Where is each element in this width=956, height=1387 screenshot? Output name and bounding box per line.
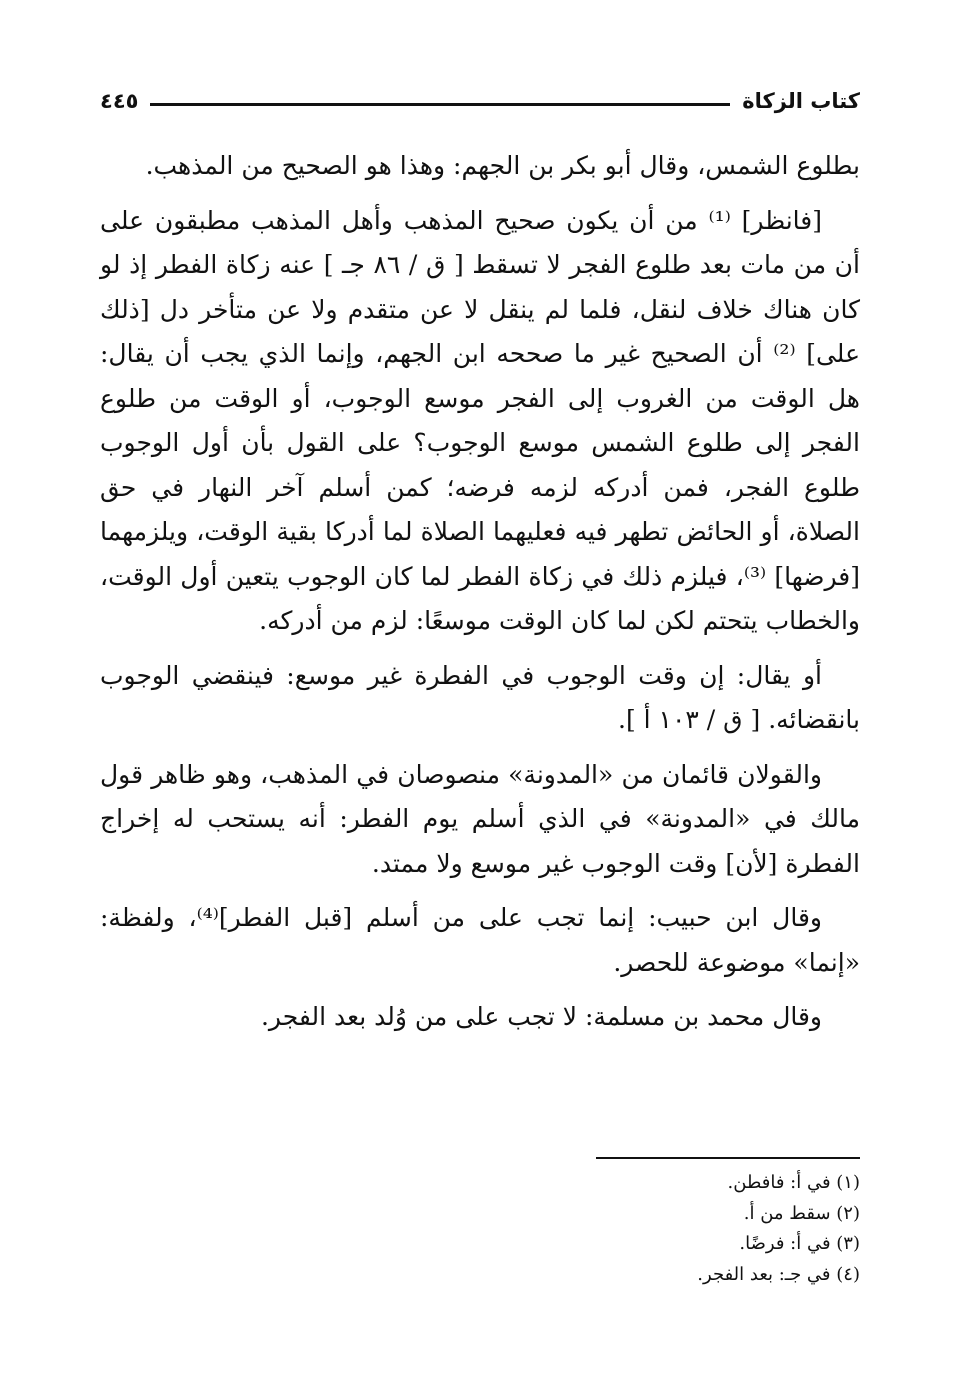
paragraph-4: والقولان قائمان من «المدونة» منصوصان في المذهب، وهو ظاهر قول مالك في «المدونة» في الذي أسلم يوم الفطر: أنه يستحب له إخراج الفطرة [لأن] وقت الوجوب غير موسع ولا ممتد.: [100, 759, 860, 878]
footnotes: [360, 1168, 860, 1290]
paragraph-1: بطلوع الشمس، وقال أبو بكر بن الجهم: وهذا هو الصحيح من المذهب.: [145, 151, 860, 180]
paragraph-2: [فانظر] ⁽¹⁾ من أن يكون صحيح المذهب وأهل المذهب مطبقون على أن من مات بعد طلوع الفجر لا تسقط [ ق / ٨٦ جـ ] عنه زكاة الفطر إذ لو كان هناك خلاف لنقل، فلما لم ينقل لا عن متقدم ولا عن متأخر دل [ذلك على] ⁽²⁾ أن الصحيح غير ما صححه ابن الجهم، وإنما الذي يجب أن يقال: هل الوقت من الغروب إلى الفجر موسع الوجوب، أو الوقت من طلوع الفجر إلى طلوع الشمس موسع الوجوب؟ على القول بأن أول الوجوب طلوع الفجر، فمن أدركه لزمه فرضه؛ كمن أسلم آخر النهار في حق الصلاة، أو الحائض تطهر فيه فعليهما الصلاة لما أدركا بقية الوقت، ويلزمهما [فرضها] ⁽³⁾، فيلزم ذلك في زكاة الفطر لما كان الوجوب يتعين أول الوقت، والخطاب يتحتم لكن لما كان الوقت موسعًا: لزم من أدركه.: [100, 205, 860, 635]
paragraph-5: وقال ابن حبيب: إنما تجب على من أسلم [قبل الفطر]⁽⁴⁾، ولفظة: «إنما» موضوعة للحصر.: [100, 903, 860, 977]
page-number: ٤٤٥: [100, 89, 139, 113]
header-rule: [150, 103, 730, 106]
page-header: [100, 84, 860, 118]
footnote-2: (٢) سقط من أ.: [743, 1202, 860, 1224]
chapter-title: كتاب الزكاة: [742, 89, 860, 113]
footnote-3: (٣) في أ: فرضًا.: [739, 1233, 860, 1254]
footnote-4: (٤) في جـ: بعد الفجر.: [697, 1263, 860, 1285]
footnote-separator: [596, 1157, 860, 1159]
paragraph-6: وقال محمد بن مسلمة: لا تجب على من وُلد بعد الفجر.: [260, 1002, 822, 1031]
main-text: [100, 144, 860, 1050]
footnote-1: (١) في أ: فافطن.: [727, 1172, 860, 1193]
paragraph-3: أو يقال: إن وقت الوجوب في الفطرة غير موسع: فينقضي الوجوب بانقضائه. [ ق / ١٠٣ أ ].: [100, 660, 860, 734]
